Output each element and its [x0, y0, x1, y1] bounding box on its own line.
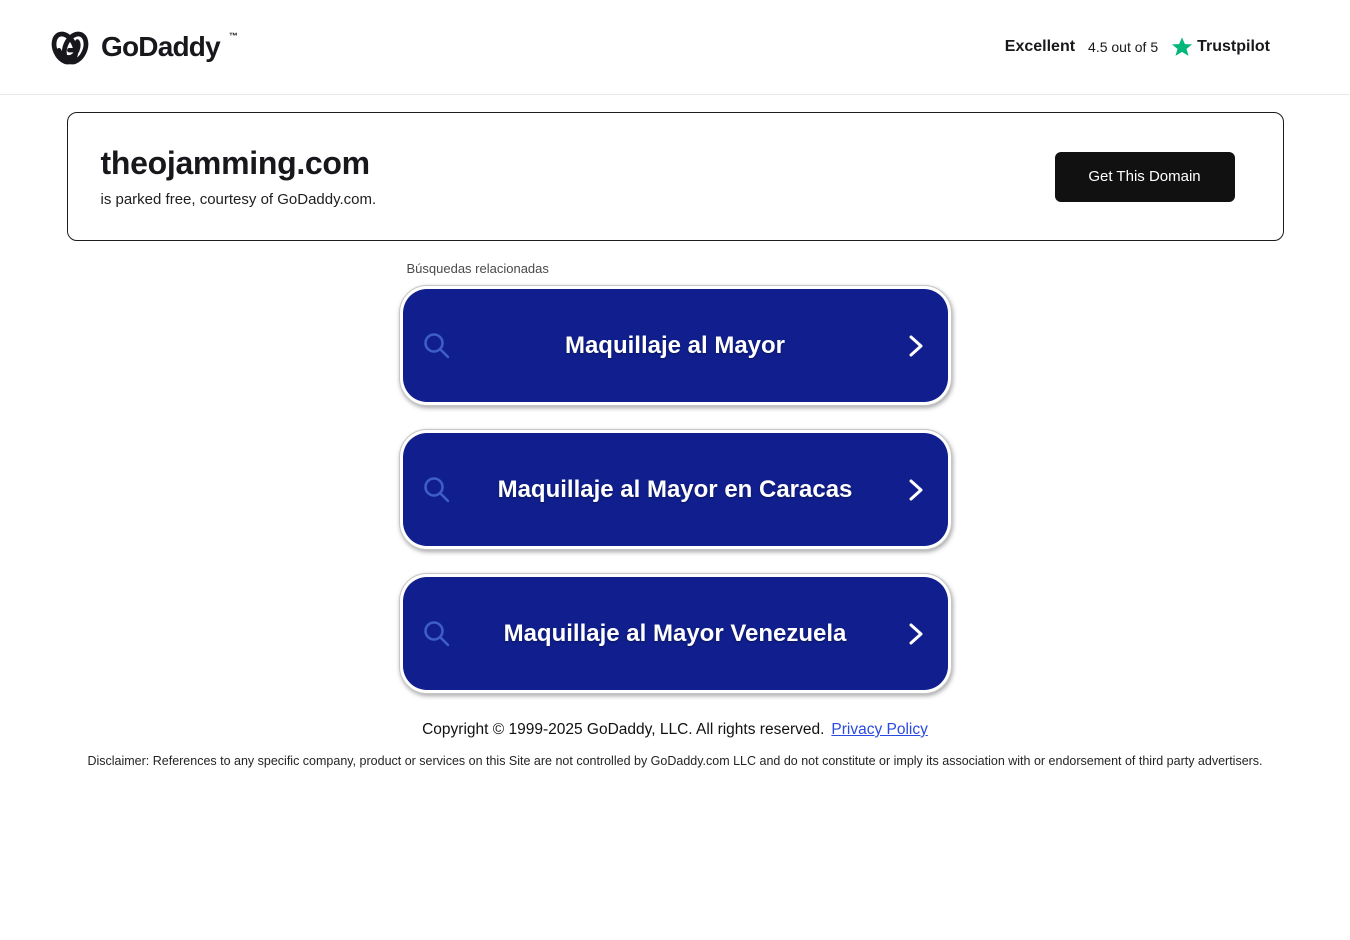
search-icon: [419, 616, 455, 652]
related-search-button-inner: [403, 577, 948, 690]
brand-name: GoDaddy: [101, 31, 220, 62]
trustpilot-brand: [1171, 36, 1270, 58]
footer: [0, 721, 1350, 768]
search-icon: [419, 328, 455, 364]
domain-info: [101, 145, 377, 208]
related-search-label: Maquillaje al Mayor Venezuela: [503, 619, 847, 647]
trustpilot-star-icon: [1171, 36, 1193, 58]
related-search-button-1[interactable]: [399, 285, 952, 406]
domain-parked-text: is parked free, courtesy of GoDaddy.com.: [100, 191, 377, 208]
trademark-symbol: ™: [228, 31, 238, 41]
copyright-line: [0, 721, 1350, 739]
search-icon: [419, 472, 455, 508]
trustpilot-rating-value: 4.5 out of 5: [1088, 39, 1159, 55]
domain-name: theojamming.com: [100, 145, 370, 181]
domain-card: [67, 112, 1284, 241]
related-searches-heading: Búsquedas relacionadas: [406, 261, 549, 276]
related-search-button-2[interactable]: [399, 429, 952, 550]
trustpilot-rating[interactable]: [1005, 36, 1270, 58]
related-searches-section: [399, 261, 952, 694]
related-search-label: Maquillaje al Mayor en Caracas: [497, 475, 853, 503]
trustpilot-rating-label: Excellent: [1004, 38, 1076, 55]
disclaimer-text: Disclaimer: References to any specific company, product or services on this Site are not controlled by GoDaddy.com LLC and do not constitute or imply its association with or endorsement of third party advertisers.: [87, 754, 1263, 768]
related-search-button-inner: [403, 289, 948, 402]
chevron-right-icon: [902, 477, 928, 503]
chevron-right-icon: [902, 333, 928, 359]
chevron-right-icon: [902, 621, 928, 647]
related-search-button-3[interactable]: [399, 573, 952, 694]
header: [0, 0, 1350, 95]
get-this-domain-button[interactable]: Get This Domain: [1055, 152, 1235, 202]
related-search-button-inner: [403, 433, 948, 546]
privacy-policy-link[interactable]: Privacy Policy: [831, 721, 928, 738]
copyright-text: Copyright © 1999-2025 GoDaddy, LLC. All rights reserved.: [422, 721, 825, 738]
related-search-label: Maquillaje al Mayor: [564, 331, 786, 359]
trustpilot-brand-label: Trustpilot: [1197, 38, 1270, 55]
main-content: [0, 112, 1350, 768]
godaddy-heart-icon: [48, 27, 92, 69]
godaddy-logo[interactable]: [48, 25, 238, 69]
